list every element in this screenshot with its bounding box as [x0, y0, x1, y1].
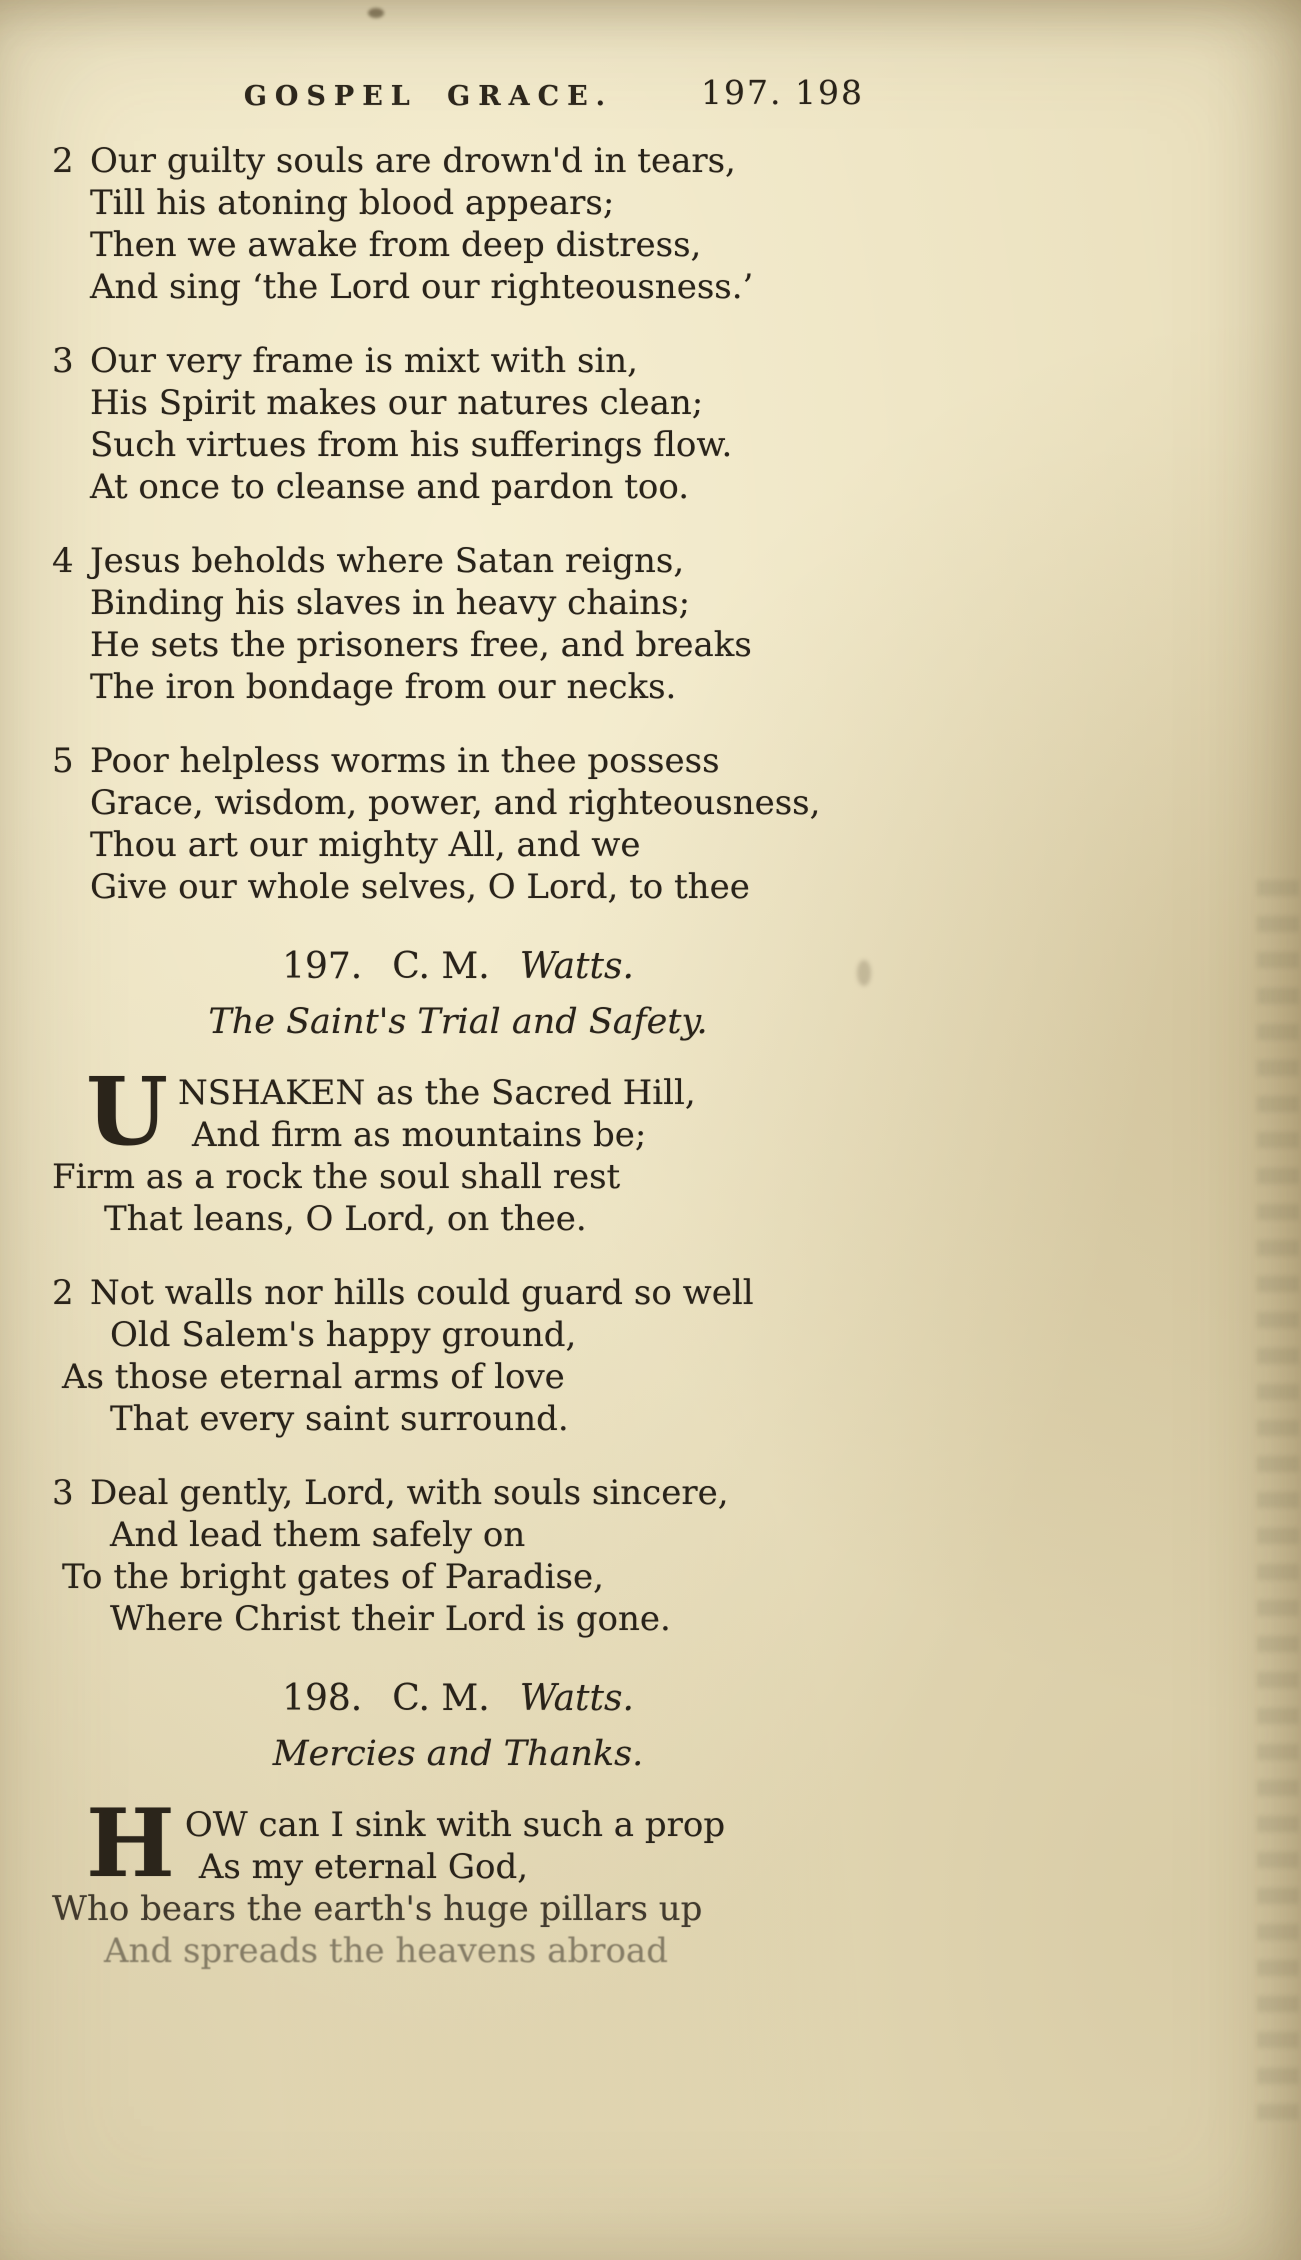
verse-number: 3: [52, 1473, 74, 1513]
hymn-number: 198.: [282, 1678, 363, 1719]
verse-lines: [62, 1272, 864, 1440]
hymn-line: To the bright gates of Paradise,: [62, 1557, 604, 1597]
hymn-title: Mercies and Thanks.: [272, 1734, 644, 1774]
verse-lines: [178, 1072, 696, 1156]
dropcap-row: [86, 1789, 864, 1899]
verse-lines: [90, 140, 864, 308]
dropcap-letter: H: [86, 1789, 175, 1899]
hymn-line: And spreads the heavens abroad: [104, 1931, 668, 1971]
hymn-line: As those eternal arms of love: [62, 1357, 565, 1397]
verse: [52, 1472, 864, 1640]
hymn-line: Old Salem's happy ground,: [110, 1315, 577, 1355]
hymn-line: And lead them safely on: [110, 1515, 526, 1555]
verse-with-dropcap: [52, 1789, 864, 1972]
hymn-line: And firm as mountains be;: [191, 1115, 647, 1155]
hymn-line: Binding his slaves in heavy chains;: [90, 583, 691, 623]
hymn-line: That every saint surround.: [110, 1399, 569, 1439]
hymn-line: Then we awake from deep distress,: [90, 225, 702, 265]
hymn-heading: [52, 1676, 864, 1722]
hymn-line: Till his atoning blood appears;: [90, 183, 615, 223]
verse-lines: [90, 540, 864, 708]
verse-number: 2: [52, 141, 74, 181]
page-numbers: 197. 198: [701, 73, 864, 112]
hymn-number: 197.: [282, 946, 363, 987]
hymn-line: Who bears the earth's huge pillars up: [52, 1889, 703, 1929]
hymn-meter: C. M.: [392, 946, 490, 987]
verse-lines: [90, 340, 864, 508]
hymn-line: The iron bondage from our necks.: [90, 667, 677, 707]
hymn-line: Jesus beholds where Satan reigns,: [90, 541, 685, 581]
hymn-line: Our very frame is mixt with sin,: [90, 341, 638, 381]
hymn-line: Give our whole selves, O Lord, to thee: [90, 867, 750, 907]
hymn-line: Firm as a rock the soul shall rest: [52, 1157, 621, 1197]
verse-number: 5: [52, 741, 74, 781]
hymn-line: Poor helpless worms in thee possess: [90, 741, 720, 781]
page-content: [52, 72, 864, 2004]
hymn-line: Deal gently, Lord, with souls sincere,: [90, 1473, 729, 1513]
hymn-line: His Spirit makes our natures clean;: [90, 383, 704, 423]
hymn-line: NSHAKEN as the Sacred Hill,: [177, 1073, 696, 1113]
verse-number: 4: [52, 541, 74, 581]
hymn-line: Grace, wisdom, power, and righteousness,: [90, 783, 821, 823]
verse: [52, 140, 864, 308]
hymn-line: Not walls nor hills could guard so well: [90, 1273, 754, 1313]
hymn-author: Watts.: [519, 946, 634, 987]
hymn-line: At once to cleanse and pardon too.: [90, 467, 690, 507]
verse-lines: [185, 1804, 725, 1888]
dropcap-letter: U: [86, 1057, 168, 1167]
hymn-title: The Saint's Trial and Safety.: [208, 1002, 708, 1042]
verse-lines: [90, 740, 864, 908]
hymn-line: OW can I sink with such a prop: [184, 1805, 726, 1845]
verse: [52, 340, 864, 508]
hymn-line: As my eternal God,: [198, 1847, 529, 1887]
hymn-line: And sing ‘the Lord our righteousness.’: [90, 267, 754, 307]
hymn-line: Such virtues from his sufferings flow.: [90, 425, 733, 465]
verse: [52, 540, 864, 708]
verse-number: 3: [52, 341, 74, 381]
verse-lines: [62, 1472, 864, 1640]
page-header: [52, 72, 864, 118]
hymn-line: Our guilty souls are drown'd in tears,: [90, 141, 736, 181]
running-title: GOSPEL GRACE.: [243, 81, 614, 112]
verse-with-dropcap: [52, 1057, 864, 1240]
scan-speck: [368, 8, 384, 18]
hymn-meter: C. M.: [392, 1678, 490, 1719]
hymn-heading: [52, 944, 864, 990]
verse: [52, 1272, 864, 1440]
hymn-line: He sets the prisoners free, and breaks: [90, 625, 752, 665]
hymn-line: That leans, O Lord, on thee.: [104, 1199, 587, 1239]
verse-number: 2: [52, 1273, 74, 1313]
hymn-line: Thou art our mighty All, and we: [90, 825, 641, 865]
verse: [52, 740, 864, 908]
dropcap-row: [86, 1057, 864, 1167]
hymn-line: Where Christ their Lord is gone.: [110, 1599, 671, 1639]
show-through-marks: [1257, 880, 1299, 2120]
hymn-author: Watts.: [519, 1678, 634, 1719]
